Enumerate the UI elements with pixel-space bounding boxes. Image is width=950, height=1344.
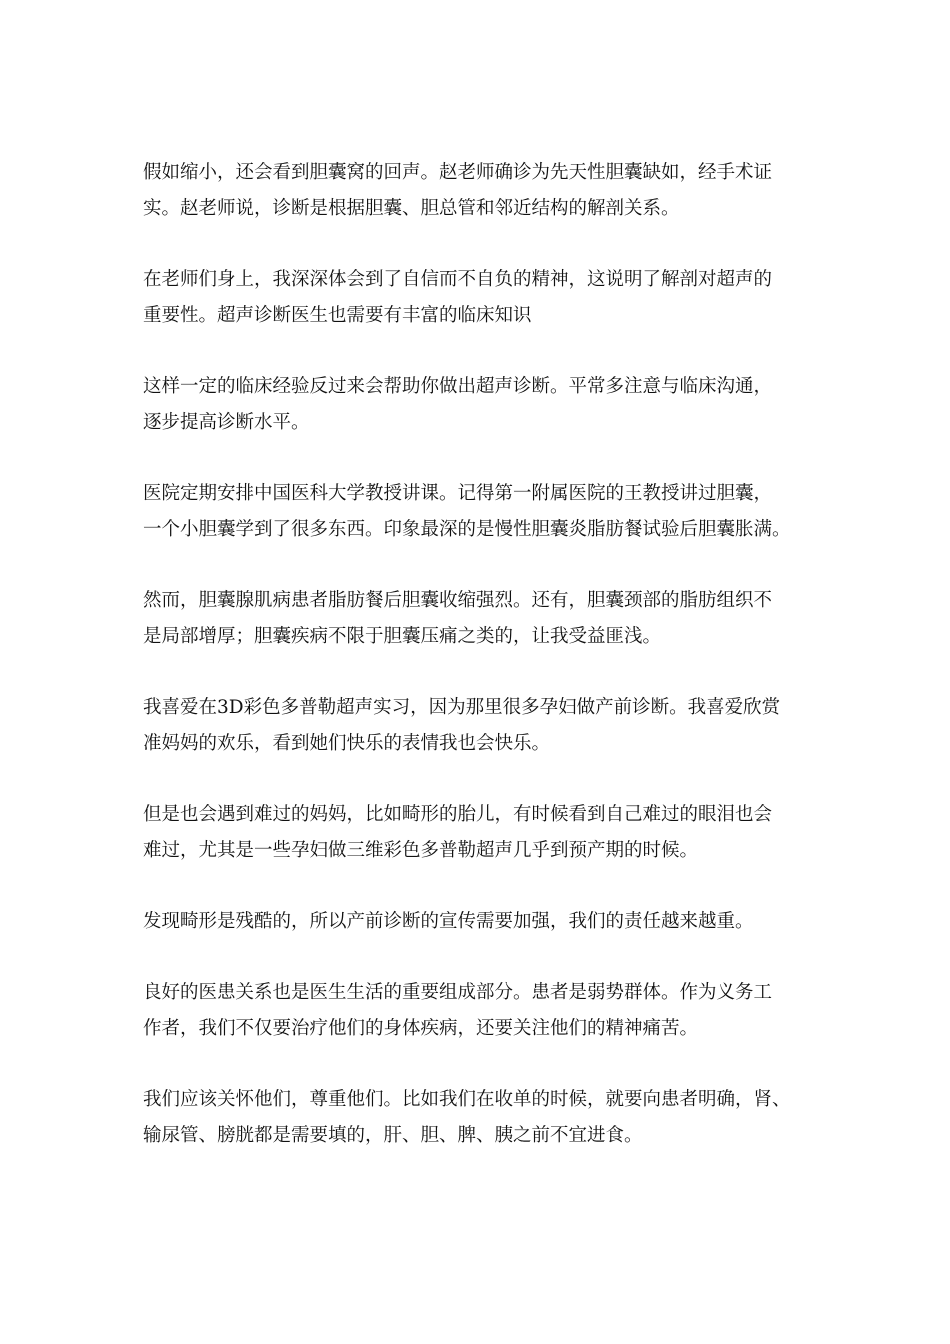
text-line: 良好的医患关系也是医生生活的重要组成部分。患者是弱势群体。作为义务工 xyxy=(143,982,773,1003)
text-line: 假如缩小，还会看到胆囊窝的回声。赵老师确诊为先天性胆囊缺如，经手术证 xyxy=(143,162,773,183)
text-line: 逐步提高诊断水平。 xyxy=(143,412,310,433)
text-line: 在老师们身上，我深深体会到了自信而不自负的精神，这说明了解剖对超声的 xyxy=(143,269,773,290)
text-line: 是局部增厚；胆囊疾病不限于胆囊压痛之类的，让我受益匪浅。 xyxy=(143,626,662,647)
text-line: 作者，我们不仅要治疗他们的身体疾病，还要关注他们的精神痛苦。 xyxy=(143,1018,699,1039)
paragraph-10 xyxy=(143,1082,833,1154)
text-line: 实。赵老师说，诊断是根据胆囊、胆总管和邻近结构的解剖关系。 xyxy=(143,198,680,219)
paragraph-7 xyxy=(143,797,833,869)
paragraph-9 xyxy=(143,975,833,1047)
text-line: 我们应该关怀他们，尊重他们。比如我们在收单的时候，就要向患者明确，肾、 xyxy=(143,1089,791,1110)
text-line: 这样一定的临床经验反过来会帮助你做出超声诊断。平常多注意与临床沟通， xyxy=(143,376,773,397)
paragraph-2 xyxy=(143,262,833,334)
paragraph-5 xyxy=(143,583,833,655)
text-line: 准妈妈的欢乐，看到她们快乐的表情我也会快乐。 xyxy=(143,733,551,754)
paragraph-4 xyxy=(143,476,833,548)
text-line: 我喜爱在3D彩色多普勒超声实习，因为那里很多孕妇做产前诊断。我喜爱欣赏 xyxy=(143,697,781,718)
document-body xyxy=(143,155,833,1189)
text-line: 然而，胆囊腺肌病患者脂肪餐后胆囊收缩强烈。还有，胆囊颈部的脂肪组织不 xyxy=(143,590,773,611)
paragraph-1 xyxy=(143,155,833,227)
text-line: 医院定期安排中国医科大学教授讲课。记得第一附属医院的王教授讲过胆囊， xyxy=(143,483,773,504)
text-line: 发现畸形是残酷的，所以产前诊断的宣传需要加强，我们的责任越来越重。 xyxy=(143,911,754,932)
text-line: 一个小胆囊学到了很多东西。印象最深的是慢性胆囊炎脂肪餐试验后胆囊胀满。 xyxy=(143,519,791,540)
text-line: 难过，尤其是一些孕妇做三维彩色多普勒超声几乎到预产期的时候。 xyxy=(143,840,699,861)
paragraph-8 xyxy=(143,904,833,940)
text-line: 重要性。超声诊断医生也需要有丰富的临床知识 xyxy=(143,305,532,326)
text-line: 输尿管、膀胱都是需要填的，肝、胆、脾、胰之前不宜进食。 xyxy=(143,1125,643,1146)
paragraph-3 xyxy=(143,369,833,441)
paragraph-6 xyxy=(143,690,833,762)
text-line: 但是也会遇到难过的妈妈，比如畸形的胎儿，有时候看到自己难过的眼泪也会 xyxy=(143,804,773,825)
